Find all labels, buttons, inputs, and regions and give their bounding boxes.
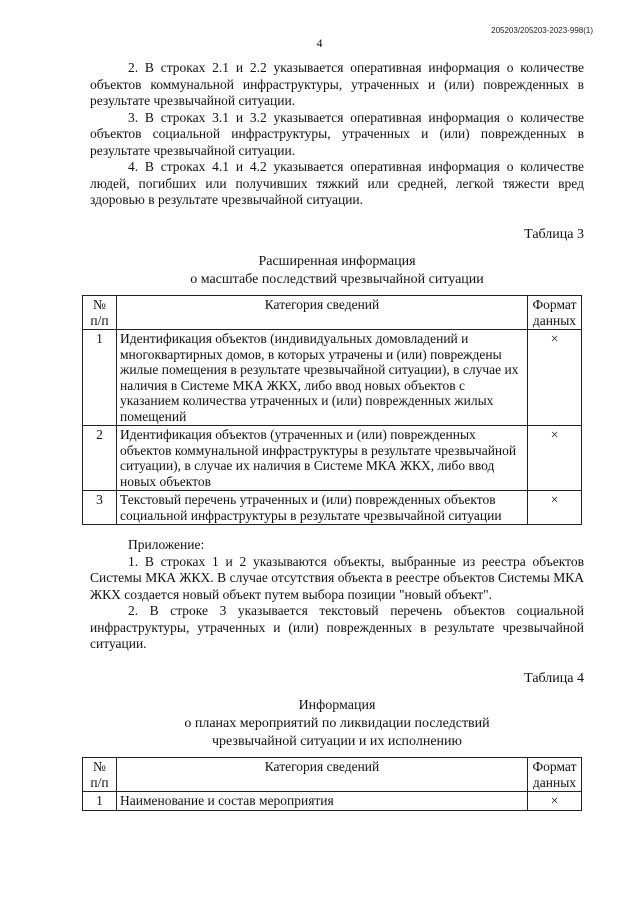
paragraph-4: 4. В строках 4.1 и 4.2 указывается оперативная информация о количестве людей, погибших или получивших тяжкий или средней, легкой тяжести вред здоровью в результате чрезвычайной ситуации. — [90, 159, 584, 207]
row-num: 3 — [83, 491, 117, 525]
row-format: × — [528, 792, 582, 811]
table4-title-line1: Информация — [298, 698, 376, 713]
appendix-item-2: 2. В строке 3 указывается текстовый перечень объектов социальной инфраструктуры, утраченных и (или) поврежденных в результате чрезвычайной ситуации. — [90, 603, 584, 651]
paragraph-3: 3. В строках 3.1 и 3.2 указывается оперативная информация о количестве объектов социальной инфраструктуры, утраченных и (или) поврежденных в результате чрезвычайной ситуации. — [90, 109, 584, 158]
table3-title-line2: о масштабе последствий чрезвычайной ситуации — [190, 272, 484, 287]
paragraph-2: 2. В строках 2.1 и 2.2 указывается оперативная информация о количестве объектов коммунальной инфраструктуры, утраченных и (или) поврежденных в результате чрезвычайной ситуации. — [90, 60, 584, 108]
table3-title-line1: Расширенная информация — [258, 254, 416, 269]
header-num: № п/п — [83, 758, 117, 792]
header-format: Формат данных — [528, 296, 582, 330]
header-category: Категория сведений — [117, 758, 528, 792]
table3-label: Таблица 3 — [524, 226, 584, 242]
row-num: 1 — [83, 330, 117, 426]
row-text: Наименование и состав мероприятия — [117, 792, 528, 811]
row-num: 2 — [83, 426, 117, 491]
document-id: 205203/205203-2023-998(1) — [491, 26, 593, 35]
table-row — [83, 491, 582, 525]
row-text: Идентификация объектов (индивидуальных домовладений и многоквартирных домов, в которых утрачены и (или) повреждены жилые помещения в результате чрезвычайной ситуации), в случае их наличия в Системе МКА ЖКХ, либо ввод новых объектов с указанием количества утраченных и (или) поврежденных жилых помещений — [117, 330, 528, 426]
table4-label: Таблица 4 — [524, 670, 584, 686]
header-format: Формат данных — [528, 758, 582, 792]
appendix-title: Приложение: — [128, 537, 205, 552]
row-format: × — [528, 426, 582, 491]
row-format: × — [528, 491, 582, 525]
table4-title — [90, 697, 584, 751]
header-num: № п/п — [83, 296, 117, 330]
table3-header-row — [83, 296, 582, 330]
table-row — [83, 330, 582, 426]
table-row — [83, 426, 582, 491]
table4-title-line3: чрезвычайной ситуации и их исполнению — [212, 734, 462, 749]
table3 — [82, 295, 582, 525]
table3-title — [90, 253, 584, 289]
header-category: Категория сведений — [117, 296, 528, 330]
table4-title-line2: о планах мероприятий по ликвидации последствий — [184, 716, 490, 731]
page-number: 4 — [316, 36, 323, 50]
row-text: Текстовый перечень утраченных и (или) поврежденных объектов социальной инфраструктуры в результате чрезвычайной ситуации — [117, 491, 528, 525]
row-num: 1 — [83, 792, 117, 811]
table4-header-row — [83, 758, 582, 792]
row-format: × — [528, 330, 582, 426]
table-row — [83, 792, 582, 811]
table4 — [82, 757, 582, 811]
appendix-item-1: 1. В строках 1 и 2 указываются объекты, выбранные из реестра объектов Системы МКА ЖКХ. В случае отсутствия объекта в реестре объектов Системы МКА ЖКХ создается новый объект путем выбора позиции "новый объект". — [90, 553, 584, 602]
row-text: Идентификация объектов (утраченных и (или) поврежденных объектов коммунальной инфраструктуры в результате чрезвычайной ситуации), в случае их наличия в Системе МКА ЖКХ, либо ввод новых объектов — [117, 426, 528, 491]
document-body — [90, 60, 584, 811]
